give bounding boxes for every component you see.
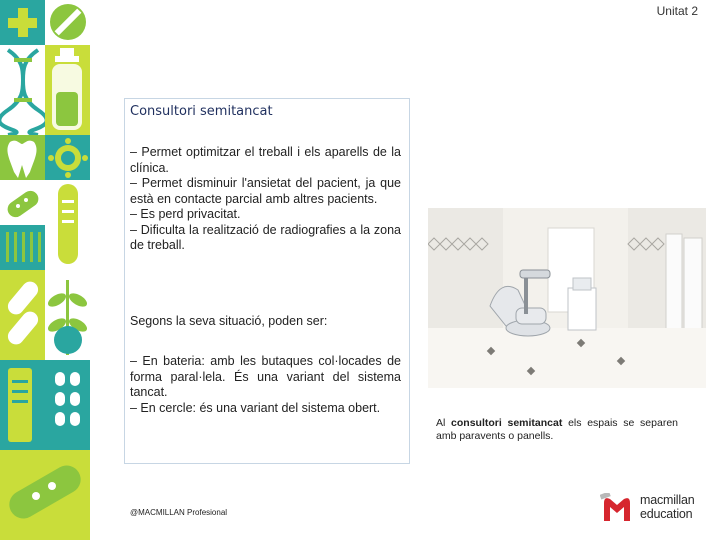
logo-line1: macmillan (640, 493, 695, 507)
bullet-list (130, 145, 401, 254)
situation-intro (130, 314, 401, 330)
macmillan-education-logo (600, 491, 704, 525)
bullet-item: – Permet disminuir l'ansietat del pacient, ja que està en contacte parcial amb altres pacients. (130, 176, 401, 206)
dental-chair-photo (428, 208, 706, 388)
situation-item: – En cercle: és una variant del sistema obert. (130, 400, 381, 415)
pill-icon (50, 4, 86, 40)
situation-intro-text: Segons la seva situació, poden ser: (130, 314, 328, 328)
copyright-text: @MACMILLAN Profesional (130, 508, 228, 517)
caption-bold-term: consultori semitancat (451, 417, 563, 429)
medical-pattern (0, 0, 90, 540)
caption-suffix: els espais se separen amb paravents o panells. (436, 417, 678, 442)
medicine-box-icon (8, 368, 32, 442)
bullet-item: – Es perd privacitat. (130, 207, 241, 221)
macmillan-logo-icon (600, 493, 636, 523)
box-title: Consultori semitancat (130, 104, 273, 119)
caption-prefix: Al (436, 417, 452, 429)
photo-caption (436, 417, 678, 443)
situation-list (130, 354, 401, 416)
decorative-sidebar (0, 0, 90, 540)
logo-line2: education (640, 507, 693, 521)
situation-item: – En bateria: amb les butaques col·locades de forma paral·lela. És una variant del sistema tancat. (130, 354, 401, 399)
syringe-icon (52, 48, 82, 130)
logo-text (640, 493, 694, 521)
unit-label: Unitat 2 (656, 4, 698, 18)
test-tube-icon (58, 184, 78, 264)
bullet-item: – Permet optimitzar el treball i els aparells de la clínica. (130, 145, 401, 175)
bullet-item: – Dificulta la realització de radiografies a la zona de treball. (130, 222, 401, 252)
